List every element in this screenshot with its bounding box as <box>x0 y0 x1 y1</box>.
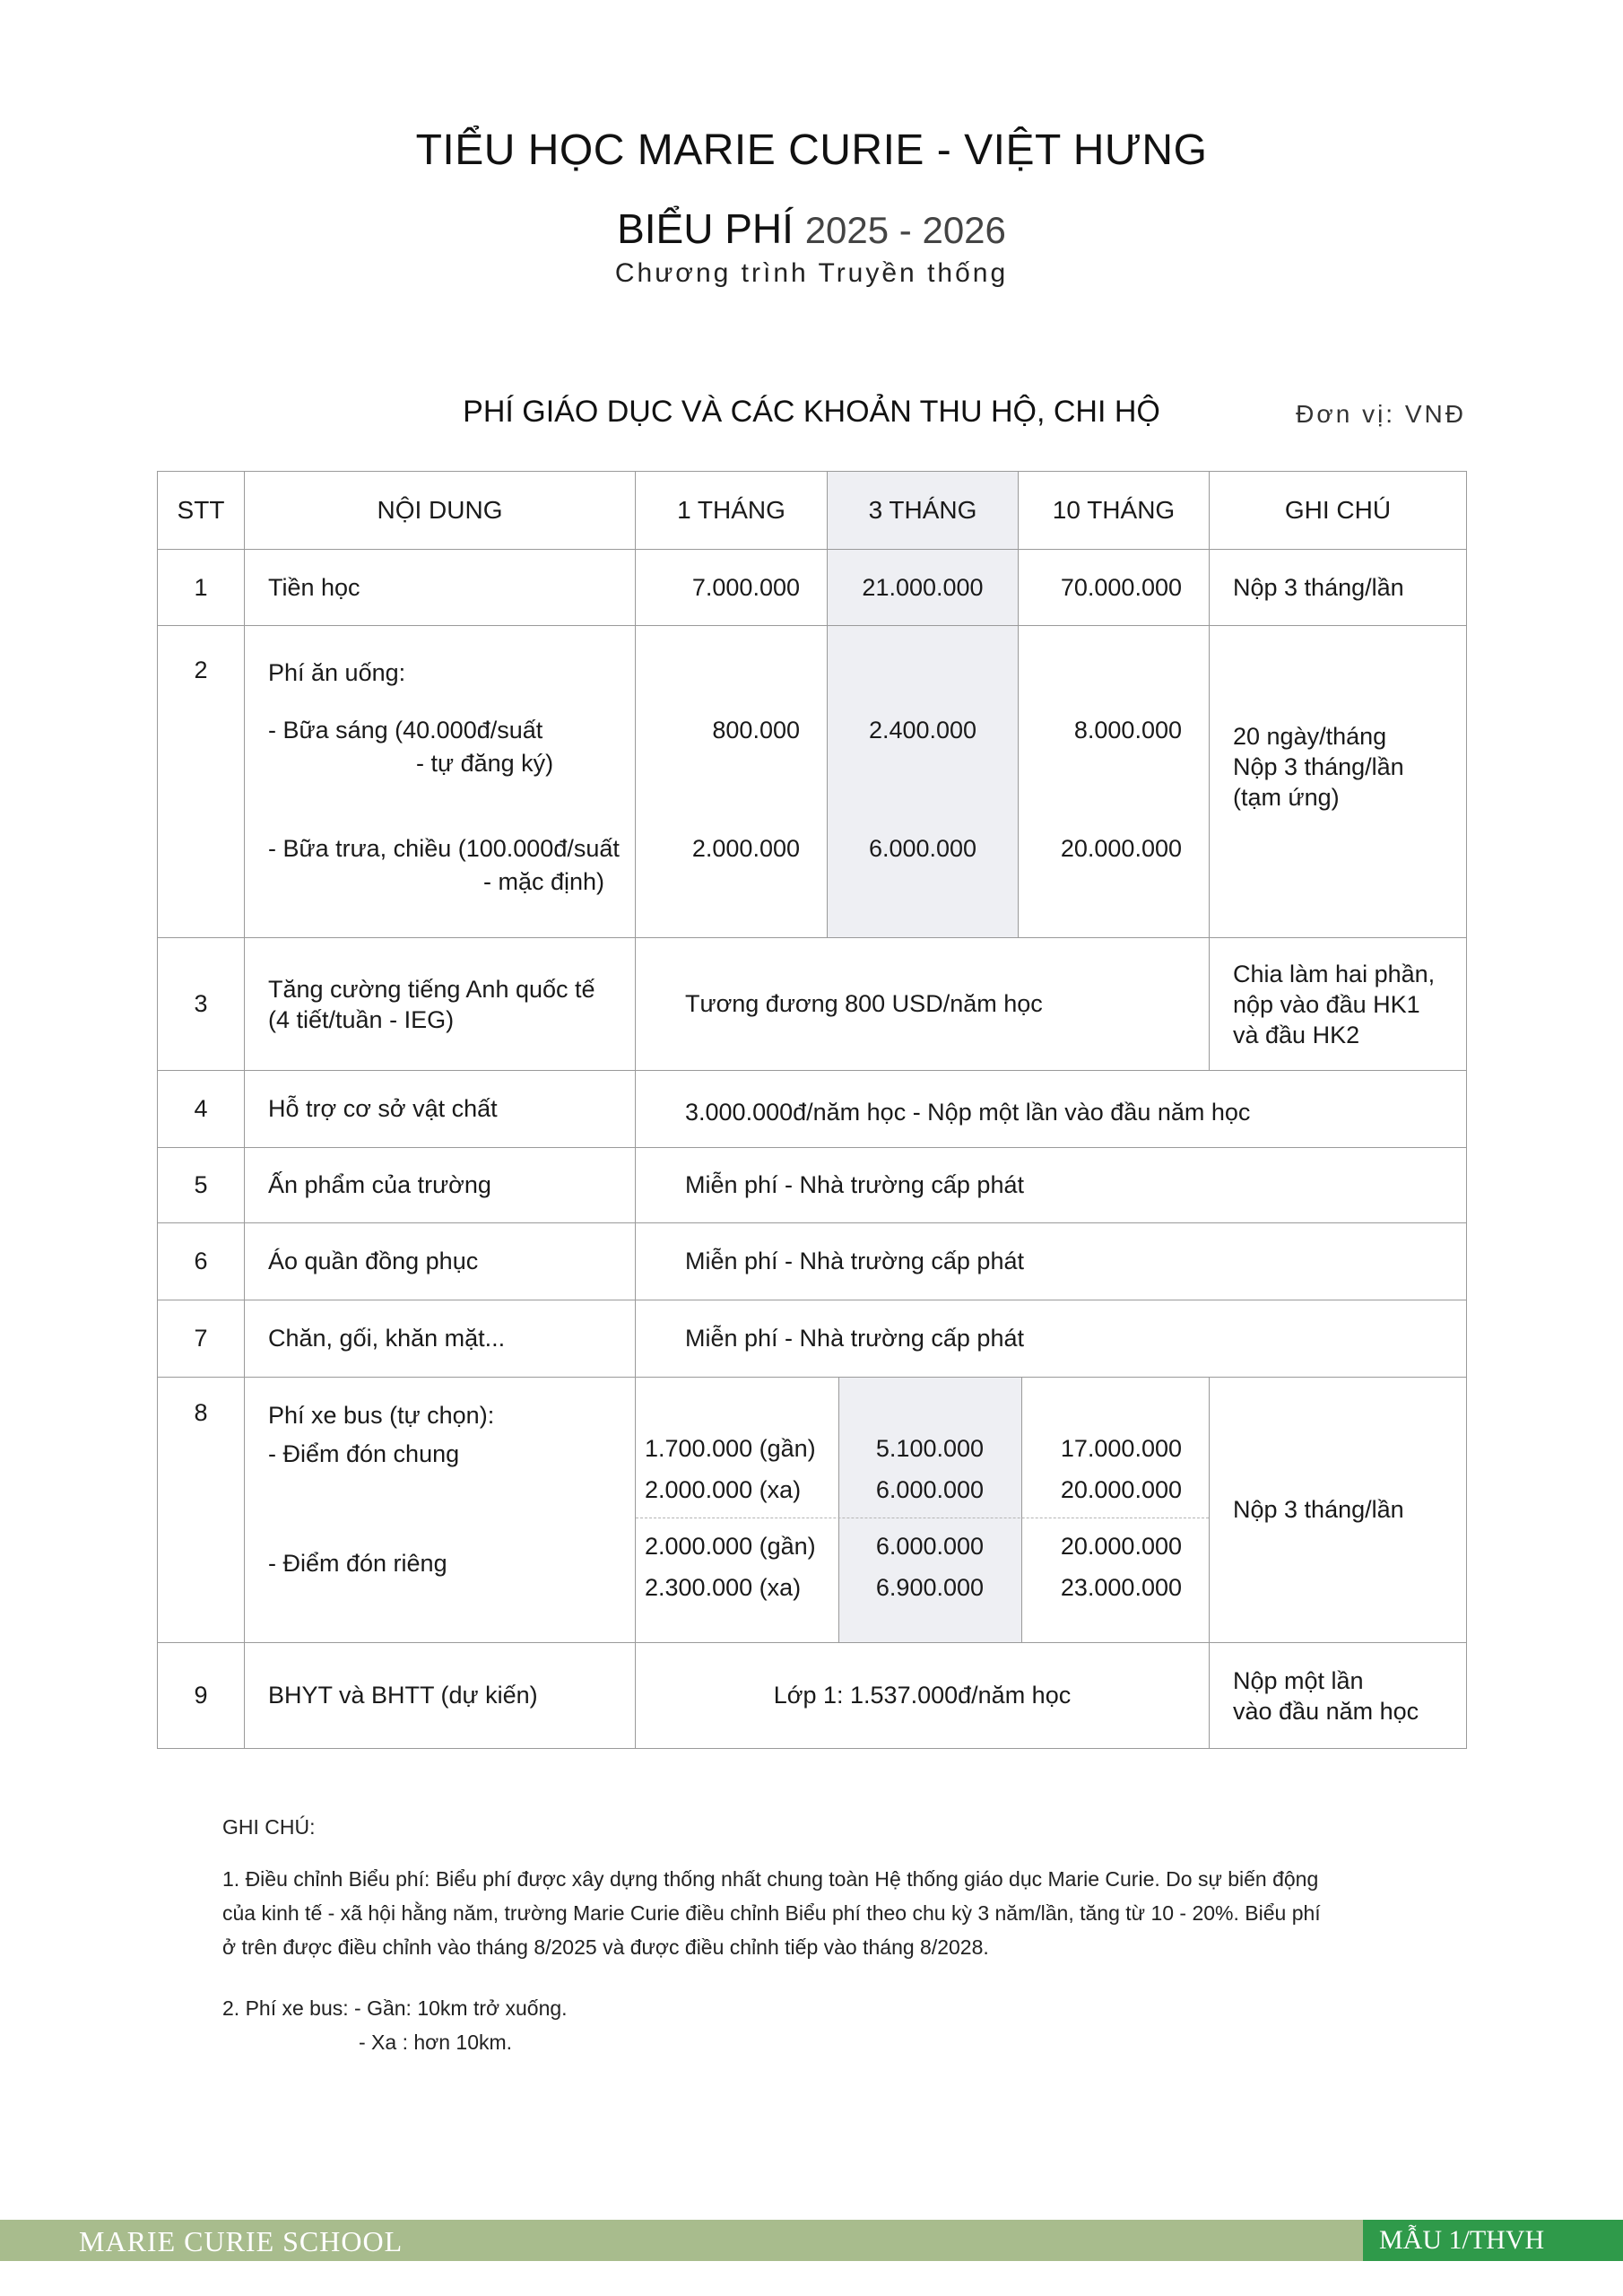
bus-common-near-3: 5.100.000 <box>875 1435 985 1462</box>
cell-stt: 4 <box>158 1071 245 1148</box>
lunch-1-month: 2.000.000 <box>691 835 800 862</box>
content-line: (4 tiết/tuần - IEG) <box>268 1005 455 1033</box>
cell-stt: 5 <box>158 1148 245 1223</box>
cell-content: Hỗ trợ cơ sở vật chất <box>245 1071 636 1148</box>
note-text: ở trên được điều chỉnh vào tháng 8/2025 và được điều chỉnh tiếp vào tháng 8/2028. <box>222 1935 989 1959</box>
header-3-months: 3 THÁNG <box>828 472 1019 550</box>
lunch-3-months: 6.000.000 <box>868 835 977 862</box>
cell-stt: 1 <box>158 550 245 626</box>
cell-1-month <box>636 626 828 938</box>
notes-heading: GHI CHÚ: <box>222 1815 316 1839</box>
table-row <box>158 550 1467 626</box>
bus-common-near-1: 1.700.000 (gần) <box>645 1435 816 1462</box>
note-text: 1. Điều chỉnh Biểu phí: Biểu phí được xây dựng thống nhất chung toàn Hệ thống giáo dục Marie Curie. Do sự biến động <box>222 1867 1319 1891</box>
note-line: (tạm ứng) <box>1233 783 1340 811</box>
note-line: 20 ngày/tháng <box>1233 722 1387 750</box>
cell-value: Miễn phí - Nhà trường cấp phát <box>636 1148 1467 1223</box>
content-line: Tăng cường tiếng Anh quốc tế <box>268 975 595 1003</box>
header-content: NỘI DUNG <box>245 472 636 550</box>
title-year: 2025 - 2026 <box>804 209 1006 251</box>
header-stt: STT <box>158 472 245 550</box>
cell-stt: 8 <box>158 1378 245 1643</box>
cell-1-month: 7.000.000 <box>636 550 828 626</box>
note-text: của kinh tế - xã hội hằng năm, trường Marie Curie điều chỉnh Biểu phí theo chu kỳ 3 năm/lần, tăng từ 10 - 20%. Biểu phí <box>222 1901 1321 1925</box>
note-line: nộp vào đầu HK1 <box>1233 990 1420 1018</box>
note-line: vào đầu năm học <box>1233 1697 1419 1725</box>
cell-content <box>245 938 636 1071</box>
note-line: Nộp 3 tháng/lần <box>1233 752 1404 780</box>
bus-common-far-10: 20.000.000 <box>1060 1476 1182 1503</box>
note-line: Chia làm hai phần, <box>1233 960 1436 987</box>
cell-value: Tương đương 800 USD/năm học <box>636 938 1210 1071</box>
cell-3-months <box>828 626 1019 938</box>
bus-common-far-3: 6.000.000 <box>875 1476 985 1503</box>
cell-note <box>1210 1643 1467 1749</box>
breakfast-label: - Bữa sáng (40.000đ/suất <box>268 717 543 744</box>
cell-note: Nộp 3 tháng/lần <box>1210 1378 1467 1643</box>
breakfast-1-month: 800.000 <box>712 717 800 744</box>
table-row <box>158 1643 1467 1749</box>
cell-3-months: 21.000.000 <box>828 550 1019 626</box>
cell-content: Áo quần đồng phục <box>245 1223 636 1300</box>
lunch-label: - Bữa trưa, chiều (100.000đ/suất <box>268 835 620 862</box>
note-text: - Xa : hơn 10km. <box>359 2031 513 2054</box>
note-line: và đầu HK2 <box>1233 1021 1360 1048</box>
meal-heading: Phí ăn uống: <box>268 659 406 686</box>
header-1-month: 1 THÁNG <box>636 472 828 550</box>
school-name: TIỂU HỌC MARIE CURIE - VIỆT HƯNG <box>415 126 1208 174</box>
cell-stt: 9 <box>158 1643 245 1749</box>
breakfast-10-months: 8.000.000 <box>1073 717 1182 744</box>
footer-bar <box>0 2220 1623 2261</box>
cell-10-months: 70.000.000 <box>1019 550 1210 626</box>
header-10-months: 10 THÁNG <box>1019 472 1210 550</box>
notes-section <box>222 1810 1442 2059</box>
cell-value: Lớp 1: 1.537.000đ/năm học <box>636 1643 1210 1749</box>
cell-note <box>1210 938 1467 1071</box>
bus-common-near-10: 17.000.000 <box>1060 1435 1182 1462</box>
header-note: GHI CHÚ <box>1210 472 1467 550</box>
table-row <box>158 1071 1467 1148</box>
table-header-row <box>158 472 1467 550</box>
bus-private-far-3: 6.900.000 <box>875 1574 985 1601</box>
bus-private-label: - Điểm đón riêng <box>268 1550 447 1577</box>
cell-content: Tiền học <box>245 550 636 626</box>
document-title <box>0 204 1623 253</box>
table-row <box>158 1223 1467 1300</box>
breakfast-label-2: - tự đăng ký) <box>416 750 554 777</box>
breakfast-3-months: 2.400.000 <box>868 717 977 744</box>
table-row <box>158 1148 1467 1223</box>
cell-note: Nộp 3 tháng/lần <box>1210 550 1467 626</box>
cell-note <box>1210 626 1467 938</box>
bus-private-far-10: 23.000.000 <box>1060 1574 1182 1601</box>
bus-private-far-1: 2.300.000 (xa) <box>645 1574 802 1601</box>
bus-private-near-3: 6.000.000 <box>875 1533 985 1560</box>
cell-stt: 2 <box>158 626 245 938</box>
bus-private-near-1: 2.000.000 (gần) <box>645 1533 816 1560</box>
note-text: 2. Phí xe bus: - Gần: 10km trở xuống. <box>222 1996 568 2020</box>
table-row <box>158 1378 1467 1643</box>
cell-bus-values <box>636 1378 1210 1643</box>
currency-unit: Đơn vị: VNĐ <box>1296 400 1466 428</box>
lunch-10-months: 20.000.000 <box>1060 835 1182 862</box>
cell-stt: 3 <box>158 938 245 1071</box>
bus-common-label: - Điểm đón chung <box>268 1440 460 1467</box>
table-row <box>158 938 1467 1071</box>
cell-10-months <box>1019 626 1210 938</box>
footer-school-name: MARIE CURIE SCHOOL <box>79 2225 404 2257</box>
form-code: MẪU 1/THVH <box>1363 2220 1623 2261</box>
cell-content: Ấn phẩm của trường <box>245 1148 636 1223</box>
cell-value: Miễn phí - Nhà trường cấp phát <box>636 1300 1467 1378</box>
cell-content <box>245 1378 636 1643</box>
bus-heading: Phí xe bus (tự chọn): <box>268 1402 495 1429</box>
bus-common-far-1: 2.000.000 (xa) <box>645 1476 802 1503</box>
program-name: Chương trình Truyền thống <box>614 258 1009 288</box>
section-title: PHÍ GIÁO DỤC VÀ CÁC KHOẢN THU HỘ, CHI HỘ <box>463 395 1160 429</box>
bus-private-near-10: 20.000.000 <box>1060 1533 1182 1560</box>
cell-value: Miễn phí - Nhà trường cấp phát <box>636 1223 1467 1300</box>
cell-content: BHYT và BHTT (dự kiến) <box>245 1643 636 1749</box>
cell-content: Chăn, gối, khăn mặt... <box>245 1300 636 1378</box>
table-row <box>158 1300 1467 1378</box>
table-row <box>158 626 1467 938</box>
cell-content <box>245 626 636 938</box>
cell-stt: 6 <box>158 1223 245 1300</box>
note-line: Nộp một lần <box>1233 1666 1364 1694</box>
cell-stt: 7 <box>158 1300 245 1378</box>
lunch-label-2: - mặc định) <box>483 868 605 895</box>
fee-table <box>157 471 1467 1749</box>
title-word: BIỂU PHÍ <box>617 205 794 252</box>
cell-value: 3.000.000đ/năm học - Nộp một lần vào đầu năm học <box>636 1071 1467 1148</box>
